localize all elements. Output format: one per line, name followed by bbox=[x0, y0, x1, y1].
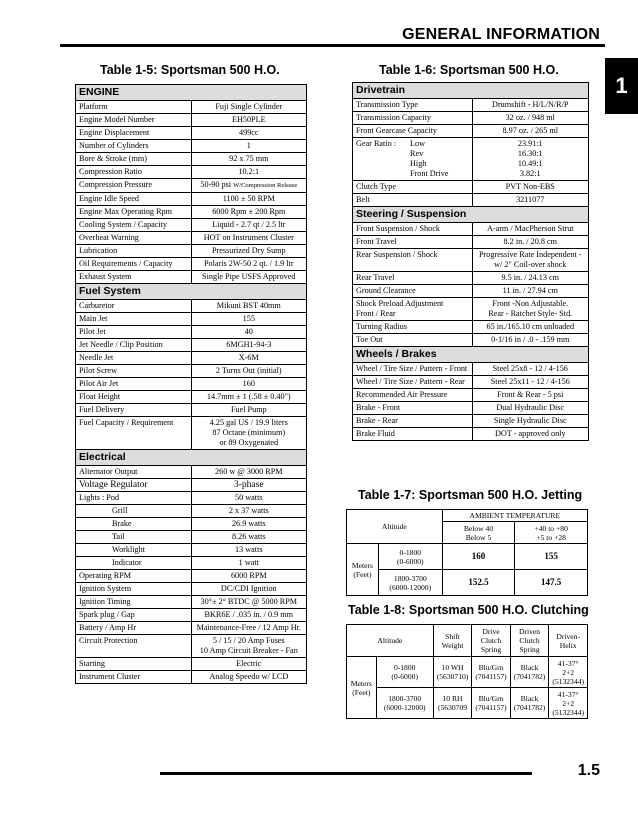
altitude-range: 1800-3700 (6000-12000) bbox=[378, 570, 442, 596]
spec-value: 30°± 2° BTDC @ 5000 RPM bbox=[191, 596, 306, 609]
spec-value: PVT Non-EBS bbox=[472, 181, 588, 194]
spec-row bbox=[76, 271, 307, 284]
spec-label: Overheat Warning bbox=[76, 232, 192, 245]
table-1-6 bbox=[352, 82, 589, 441]
spec-value: Drumshift - H/L/N/R/P bbox=[472, 99, 588, 112]
spec-value: 8.26 watts bbox=[191, 531, 306, 544]
spec-row bbox=[76, 245, 307, 258]
spec-label: Lubrication bbox=[76, 245, 192, 258]
driven-spring: Black (7041782) bbox=[510, 688, 549, 719]
altitude-range: 0-1800 (0-6000) bbox=[376, 657, 433, 688]
spec-label: Spark plug / Gap bbox=[76, 609, 192, 622]
table-1-7-title: Table 1-7: Sportsman 500 H.O. Jetting bbox=[358, 488, 583, 502]
spec-row bbox=[76, 518, 307, 531]
spec-row bbox=[353, 402, 589, 415]
spec-value: Analog Speedo w/ LCD bbox=[191, 671, 306, 684]
wheels-section bbox=[353, 347, 589, 363]
jet-value: 160 bbox=[442, 544, 515, 570]
spec-row bbox=[353, 194, 589, 207]
temp-col-low: Below 40 Below 5 bbox=[442, 522, 515, 544]
spec-row bbox=[76, 179, 307, 193]
spec-row bbox=[76, 300, 307, 313]
spec-value: 3211077 bbox=[472, 194, 588, 207]
spec-value: Front -Non Adjustable. Rear - Ratchet Style- Std. bbox=[472, 298, 588, 321]
driven-helix: 41-37° 2+2 (5132344) bbox=[549, 688, 588, 719]
table-1-8-title: Table 1-8: Sportsman 500 H.O. Clutching bbox=[348, 603, 589, 617]
spec-label: Exhaust System bbox=[76, 271, 192, 284]
spec-row bbox=[353, 415, 589, 428]
spec-value: Maintenance-Free / 12 Amp Hr. bbox=[191, 622, 306, 635]
spec-label: Tail bbox=[76, 531, 192, 544]
spec-value: Single Pipe USFS Approved bbox=[191, 271, 306, 284]
spec-row bbox=[76, 166, 307, 179]
spec-row bbox=[353, 99, 589, 112]
spec-value: DC/CDI Ignition bbox=[191, 583, 306, 596]
spec-value: DOT - approved only bbox=[472, 428, 588, 441]
spec-row bbox=[76, 365, 307, 378]
units-label: Meters (Feet) bbox=[347, 657, 377, 719]
spec-row bbox=[76, 658, 307, 671]
spec-row bbox=[76, 622, 307, 635]
altitude-range: 0-1800 (0-6000) bbox=[378, 544, 442, 570]
drivetrain-section-label: Drivetrain bbox=[353, 83, 589, 99]
spec-label: Fuel Delivery bbox=[76, 404, 192, 417]
spec-label: Brake bbox=[76, 518, 192, 531]
spec-row bbox=[353, 181, 589, 194]
spec-label: Clutch Type bbox=[353, 181, 473, 194]
spec-label: Fuel Capacity / Requirement bbox=[76, 417, 192, 450]
header-rule bbox=[60, 44, 605, 47]
spec-label: Ignition Timing bbox=[76, 596, 192, 609]
spec-label: Lights : Pod bbox=[76, 492, 192, 505]
spec-row bbox=[76, 583, 307, 596]
gear-ratio-values: 23.91:1 16.30:1 10.49:1 3.82:1 bbox=[472, 138, 588, 181]
spec-value: BKR6E / .035 in. / 0.9 mm bbox=[191, 609, 306, 622]
spec-value: 2 Turns Out (initial) bbox=[191, 365, 306, 378]
spec-value: Steel 25x8 - 12 / 4-156 bbox=[472, 363, 588, 376]
spec-row bbox=[353, 334, 589, 347]
spec-label: Brake - Rear bbox=[353, 415, 473, 428]
spec-label: Worklight bbox=[76, 544, 192, 557]
spec-row bbox=[76, 557, 307, 570]
spec-row bbox=[76, 219, 307, 232]
spec-value: 2 x 37 watts bbox=[191, 505, 306, 518]
spec-value: 11 in. / 27.94 cm bbox=[472, 285, 588, 298]
spec-label: Brake - Front bbox=[353, 402, 473, 415]
spec-row bbox=[353, 389, 589, 402]
spec-value: Liquid - 2.7 qt / 2.5 ltr bbox=[191, 219, 306, 232]
spec-value: 26.9 watts bbox=[191, 518, 306, 531]
driven-spring: Black (7041782) bbox=[510, 657, 549, 688]
spec-label: Indicator bbox=[76, 557, 192, 570]
spec-value: Fuel Pump bbox=[191, 404, 306, 417]
spec-value: EH50PLE bbox=[191, 114, 306, 127]
spec-row bbox=[76, 671, 307, 684]
spec-value: 9.5 in. / 24.13 cm bbox=[472, 272, 588, 285]
spec-value: Steel 25x11 - 12 / 4-156 bbox=[472, 376, 588, 389]
engine-section-label: ENGINE bbox=[76, 85, 307, 101]
table-1-6-title: Table 1-6: Sportsman 500 H.O. bbox=[379, 63, 559, 77]
spec-value: Polaris 2W-50 2 qt. / 1.9 ltr bbox=[191, 258, 306, 271]
spec-label: Operating RPM bbox=[76, 570, 192, 583]
steering-section bbox=[353, 207, 589, 223]
spec-label: Transmission Type bbox=[353, 99, 473, 112]
electrical-section-label: Electrical bbox=[76, 450, 307, 466]
spec-value: 260 w @ 3000 RPM bbox=[191, 466, 306, 479]
spec-row bbox=[76, 153, 307, 166]
spec-value: 1 bbox=[191, 140, 306, 153]
spec-row bbox=[76, 326, 307, 339]
temp-col-high: +40 to +80 +5 to +28 bbox=[515, 522, 588, 544]
spec-value: 10.2:1 bbox=[191, 166, 306, 179]
spec-value: Mikuni BST 40mm bbox=[191, 300, 306, 313]
spec-label: Engine Max Operating Rpm bbox=[76, 206, 192, 219]
spec-value: 50-90 psi W/Compression Release bbox=[191, 179, 306, 193]
gear-ratio-row bbox=[353, 138, 589, 181]
spec-label: Alternator Output bbox=[76, 466, 192, 479]
spec-row bbox=[353, 285, 589, 298]
spec-row bbox=[353, 249, 589, 272]
spec-row bbox=[76, 378, 307, 391]
spec-row bbox=[76, 232, 307, 245]
spec-label: Ignition System bbox=[76, 583, 192, 596]
spec-label: Recommended Air Pressure bbox=[353, 389, 473, 402]
spec-label: Compression Ratio bbox=[76, 166, 192, 179]
spec-label: Toe Out bbox=[353, 334, 473, 347]
page-title: GENERAL INFORMATION bbox=[402, 26, 600, 43]
spec-row bbox=[76, 114, 307, 127]
spec-label: Ground Clearance bbox=[353, 285, 473, 298]
spec-row bbox=[76, 140, 307, 153]
spec-row bbox=[76, 505, 307, 518]
spec-value: 40 bbox=[191, 326, 306, 339]
spec-row bbox=[353, 223, 589, 236]
spec-row bbox=[76, 479, 307, 492]
drivetrain-section bbox=[353, 83, 589, 99]
spec-label: Cooling System / Capacity bbox=[76, 219, 192, 232]
table-1-5 bbox=[75, 84, 307, 684]
spec-value: Single Hydraulic Disc bbox=[472, 415, 588, 428]
driven-spring-header: Driven Clutch Spring bbox=[510, 625, 549, 657]
spec-value: 160 bbox=[191, 378, 306, 391]
spec-row bbox=[353, 125, 589, 138]
spec-row bbox=[76, 466, 307, 479]
spec-label: Battery / Amp Hr bbox=[76, 622, 192, 635]
spec-row bbox=[76, 544, 307, 557]
electrical-section bbox=[76, 450, 307, 466]
spec-label: Brake Fluid bbox=[353, 428, 473, 441]
spec-row bbox=[76, 206, 307, 219]
spec-label: Starting bbox=[76, 658, 192, 671]
spec-label: Grill bbox=[76, 505, 192, 518]
spec-row bbox=[76, 609, 307, 622]
table-1-5-title: Table 1-5: Sportsman 500 H.O. bbox=[100, 63, 280, 77]
spec-value: 50 watts bbox=[191, 492, 306, 505]
spec-row bbox=[76, 417, 307, 450]
spec-label: Carburetor bbox=[76, 300, 192, 313]
spec-label: Main Jet bbox=[76, 313, 192, 326]
spec-row bbox=[76, 570, 307, 583]
spec-label: Needle Jet bbox=[76, 352, 192, 365]
spec-label: Front Travel bbox=[353, 236, 473, 249]
spec-label: Engine Displacement bbox=[76, 127, 192, 140]
spec-label: Transmission Capacity bbox=[353, 112, 473, 125]
shift-weight: 10 WH (5630710) bbox=[433, 657, 472, 688]
gear-ratio-label: Gear Ratio : Low Rev High Front Drive bbox=[353, 138, 473, 181]
spec-value: 13 watts bbox=[191, 544, 306, 557]
driven-helix-header: Driven-Helix bbox=[549, 625, 588, 657]
spec-label: Jet Needle / Clip Position bbox=[76, 339, 192, 352]
spec-value: 8.97 oz. / 265 ml bbox=[472, 125, 588, 138]
engine-section bbox=[76, 85, 307, 101]
spec-value: Progressive Rate Independent - w/ 2" Coil-over shock bbox=[472, 249, 588, 272]
spec-value: HOT on Instrument Cluster bbox=[191, 232, 306, 245]
spec-value: 3-phase bbox=[191, 479, 306, 492]
spec-value: 1 watt bbox=[191, 557, 306, 570]
spec-row bbox=[76, 258, 307, 271]
spec-value: X-6M bbox=[191, 352, 306, 365]
spec-row bbox=[76, 313, 307, 326]
spec-row bbox=[353, 428, 589, 441]
spec-label: Shock Preload Adjustment Front / Rear bbox=[353, 298, 473, 321]
spec-row bbox=[76, 391, 307, 404]
spec-value: 8.2 in. / 20.8 cm bbox=[472, 236, 588, 249]
spec-label: Turning Radius bbox=[353, 321, 473, 334]
spec-row bbox=[76, 596, 307, 609]
drive-spring-header: Drive Clutch Spring bbox=[472, 625, 510, 657]
fuel-section-label: Fuel System bbox=[76, 284, 307, 300]
spec-row bbox=[353, 298, 589, 321]
spec-label: Belt bbox=[353, 194, 473, 207]
spec-label: Engine Idle Speed bbox=[76, 193, 192, 206]
spec-value: Electric bbox=[191, 658, 306, 671]
spec-value: 5 / 15 / 20 Amp Fuses 10 Amp Circuit Breaker - Fan bbox=[191, 635, 306, 658]
drive-spring: Blu/Grn (7041157) bbox=[472, 688, 510, 719]
spec-row bbox=[76, 352, 307, 365]
spec-label: Platform bbox=[76, 101, 192, 114]
chapter-tab: 1 bbox=[605, 58, 638, 114]
spec-label: Pilot Air Jet bbox=[76, 378, 192, 391]
spec-label: Wheel / Tire Size / Pattern - Rear bbox=[353, 376, 473, 389]
spec-row bbox=[76, 635, 307, 658]
jet-value: 152.5 bbox=[442, 570, 515, 596]
footer-rule bbox=[160, 772, 532, 775]
spec-value: Fuji Single Cylinder bbox=[191, 101, 306, 114]
spec-row bbox=[76, 492, 307, 505]
spec-value: 14.7mm ± 1 (.58 ± 0.40") bbox=[191, 391, 306, 404]
spec-label: Instrument Cluster bbox=[76, 671, 192, 684]
spec-row bbox=[353, 363, 589, 376]
spec-label: Front Suspension / Shock bbox=[353, 223, 473, 236]
spec-row bbox=[353, 112, 589, 125]
table-1-7 bbox=[346, 509, 588, 596]
spec-label: Bore & Stroke (mm) bbox=[76, 153, 192, 166]
spec-value: Front & Rear - 5 psi bbox=[472, 389, 588, 402]
units-label: Meters (Feet) bbox=[347, 544, 379, 596]
spec-row bbox=[353, 376, 589, 389]
spec-value: 0-1/16 in / .0 - .159 mm bbox=[472, 334, 588, 347]
spec-value: 6000 Rpm ± 200 Rpm bbox=[191, 206, 306, 219]
spec-label: Float Height bbox=[76, 391, 192, 404]
spec-value: 6MGH1-94-3 bbox=[191, 339, 306, 352]
ambient-header: AMBIENT TEMPERATURE bbox=[442, 510, 587, 522]
spec-value: 1100 ± 50 RPM bbox=[191, 193, 306, 206]
spec-label: Oil Requirements / Capacity bbox=[76, 258, 192, 271]
shift-weight: 10 RH (5630709 bbox=[433, 688, 472, 719]
spec-value: 65 in./165.10 cm unloaded bbox=[472, 321, 588, 334]
driven-helix: 41-37° 2+2 (5132344) bbox=[549, 657, 588, 688]
spec-value: 32 oz. / 948 ml bbox=[472, 112, 588, 125]
altitude-header: Altitude bbox=[347, 625, 434, 657]
spec-value: 4.25 gal US / 19.9 liters 87 Octane (minimum) or 89 Oxygenated bbox=[191, 417, 306, 450]
spec-label: Wheel / Tire Size / Pattern - Front bbox=[353, 363, 473, 376]
spec-row bbox=[353, 236, 589, 249]
spec-label: Rear Suspension / Shock bbox=[353, 249, 473, 272]
spec-value: 499cc bbox=[191, 127, 306, 140]
page-number: 1.5 bbox=[577, 762, 600, 779]
spec-row bbox=[76, 127, 307, 140]
spec-value: 6000 RPM bbox=[191, 570, 306, 583]
spec-row bbox=[76, 339, 307, 352]
table-1-8 bbox=[346, 624, 588, 719]
spec-label: Pilot Jet bbox=[76, 326, 192, 339]
spec-value: 155 bbox=[191, 313, 306, 326]
shift-weight-header: Shift Weight bbox=[433, 625, 472, 657]
jet-value: 155 bbox=[515, 544, 588, 570]
spec-row bbox=[76, 531, 307, 544]
spec-label: Pilot Screw bbox=[76, 365, 192, 378]
spec-label: Voltage Regulator bbox=[76, 479, 192, 492]
spec-row bbox=[76, 193, 307, 206]
spec-value: Pressurized Dry Sump bbox=[191, 245, 306, 258]
altitude-range: 1800-3700 (6000-12000) bbox=[376, 688, 433, 719]
spec-row bbox=[76, 404, 307, 417]
spec-row bbox=[353, 272, 589, 285]
drive-spring: Blu/Grn (7041157) bbox=[472, 657, 510, 688]
spec-label: Number of Cylinders bbox=[76, 140, 192, 153]
spec-row bbox=[353, 321, 589, 334]
spec-label: Engine Model Number bbox=[76, 114, 192, 127]
altitude-header: Altitude bbox=[347, 510, 443, 544]
spec-value: 92 x 75 mm bbox=[191, 153, 306, 166]
spec-label: Circuit Protection bbox=[76, 635, 192, 658]
wheels-section-label: Wheels / Brakes bbox=[353, 347, 589, 363]
steering-section-label: Steering / Suspension bbox=[353, 207, 589, 223]
spec-value: Dual Hydraulic Disc bbox=[472, 402, 588, 415]
spec-label: Rear Travel bbox=[353, 272, 473, 285]
spec-label: Front Gearcase Capacity bbox=[353, 125, 473, 138]
fuel-section bbox=[76, 284, 307, 300]
spec-value: A-arm / MacPherson Strut bbox=[472, 223, 588, 236]
spec-label: Compression Pressure bbox=[76, 179, 192, 193]
jet-value: 147.5 bbox=[515, 570, 588, 596]
spec-row bbox=[76, 101, 307, 114]
